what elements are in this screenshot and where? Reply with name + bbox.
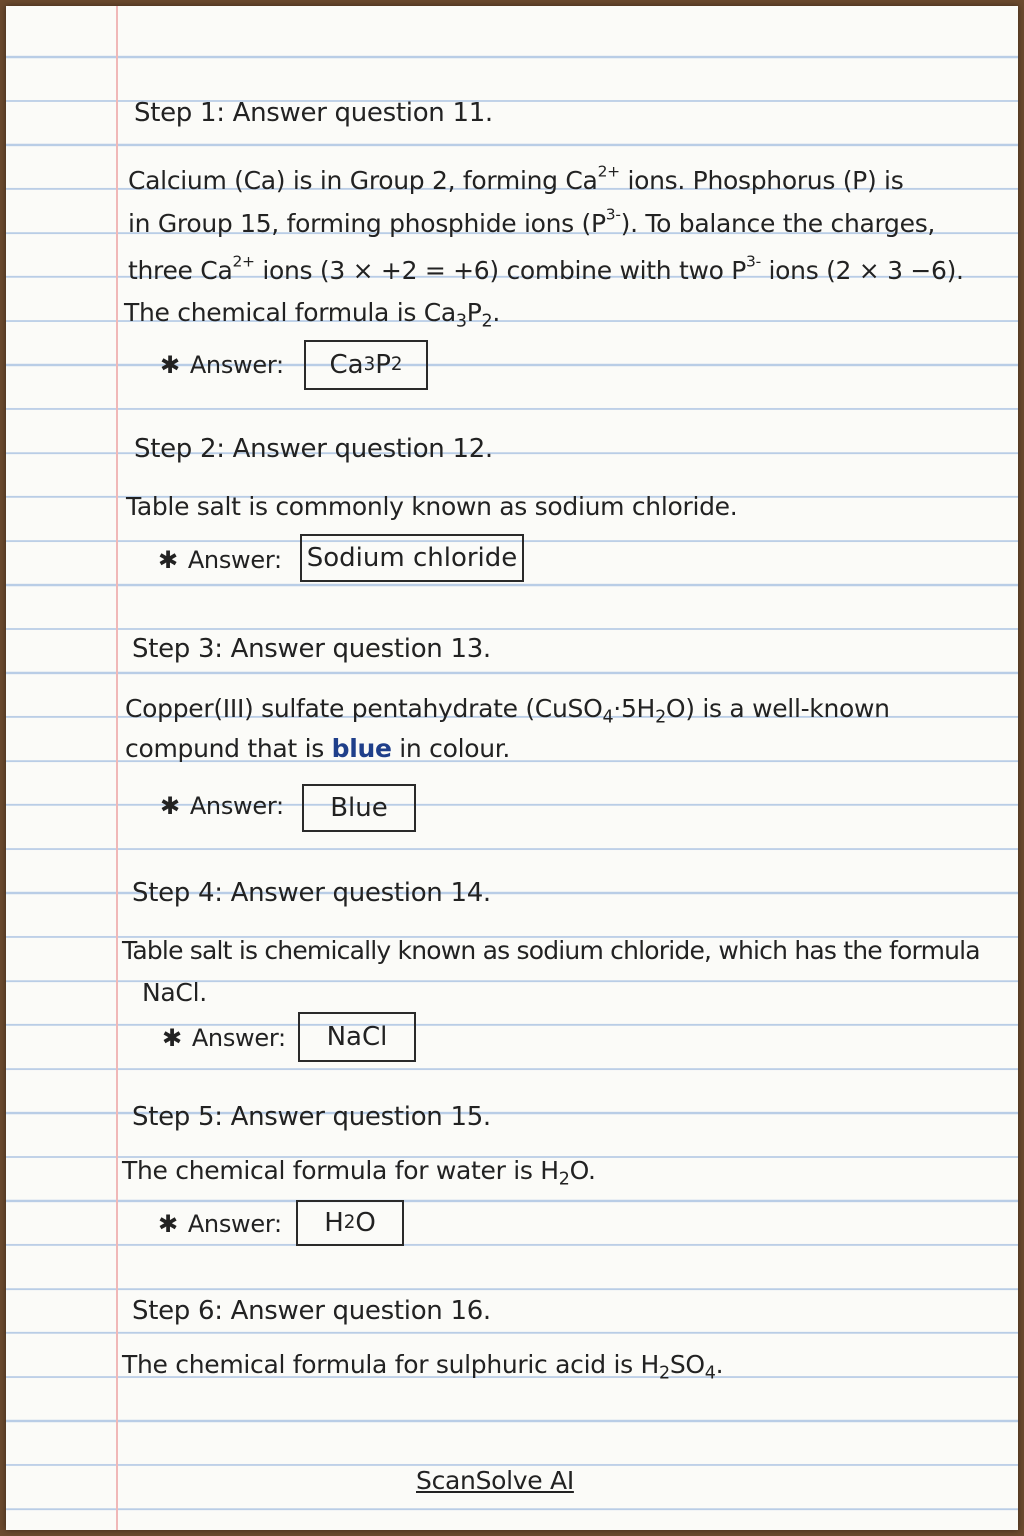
- step-3-answer-box: Blue: [302, 784, 416, 832]
- step-6-text-line-1: The chemical formula for sulphuric acid is $H_2SO_4$.: [122, 1350, 724, 1384]
- step-2-text-line-1: Table salt is commonly known as sodium chloride.: [126, 492, 738, 521]
- step-3-title: Step 3: Answer question 13.: [132, 634, 491, 664]
- step-1-text-line-1: Calcium (Ca) is in Group 2, forming $Ca^{2+}$ ions. Phosphorus (P) is: [128, 162, 904, 195]
- step-4-answer-label: ✱ Answer:: [162, 1024, 286, 1052]
- step-1-text-line-3: three $Ca^{2+}$ ions (3 × +2 = +6) combine with two $P^{3-}$ ions (2 × 3 −6).: [128, 252, 964, 285]
- asterisk-icon: ✱: [158, 1210, 178, 1238]
- step-5-answer-label: ✱ Answer:: [158, 1210, 282, 1238]
- asterisk-icon: ✱: [160, 351, 180, 379]
- step-6-title: Step 6: Answer question 16.: [132, 1296, 491, 1326]
- asterisk-icon: ✱: [160, 792, 180, 820]
- step-1-text-line-2: in Group 15, forming phosphide ions $(P^{3-})$. To balance the charges,: [128, 205, 936, 238]
- step-3-answer-label: ✱ Answer:: [160, 792, 284, 820]
- notebook-page: [6, 6, 1018, 1530]
- step-2-title: Step 2: Answer question 12.: [134, 434, 493, 464]
- step-2-answer-label: ✱ Answer:: [158, 546, 282, 574]
- step-1-answer-box: Ca 3 P 2: [304, 340, 428, 390]
- step-5-answer-box: H 2 O: [296, 1200, 404, 1246]
- step-2-answer-box: Sodium chloride: [300, 534, 524, 582]
- step-1-text-line-4: The chemical formula is $Ca_3P_2$.: [124, 298, 501, 332]
- step-3-text-line-2: compund that is blue in colour.: [125, 734, 511, 763]
- footer-brand: ScanSolve AI: [416, 1466, 574, 1495]
- step-4-answer-box: NaCl: [298, 1012, 416, 1062]
- step-5-title: Step 5: Answer question 15.: [132, 1102, 491, 1132]
- asterisk-icon: ✱: [158, 546, 178, 574]
- asterisk-icon: ✱: [162, 1024, 182, 1052]
- step-1-answer-label: ✱ Answer:: [160, 351, 284, 379]
- highlight-blue-word: blue: [331, 734, 392, 763]
- step-3-text-line-1: Copper(III) sulfate pentahydrate $(CuSO_4\cdot 5H_2O)$ is a well-known: [125, 694, 890, 728]
- step-4-text-line-2: NaCl.: [142, 978, 207, 1007]
- step-4-text-line-1: Table salt is chemically known as sodium chloride, which has the formula: [122, 936, 980, 965]
- step-4-title: Step 4: Answer question 14.: [132, 878, 491, 908]
- margin-line: [116, 6, 118, 1530]
- step-1-title: Step 1: Answer question 11.: [134, 98, 493, 128]
- step-5-text-line-1: The chemical formula for water is $H_2O$.: [122, 1156, 596, 1190]
